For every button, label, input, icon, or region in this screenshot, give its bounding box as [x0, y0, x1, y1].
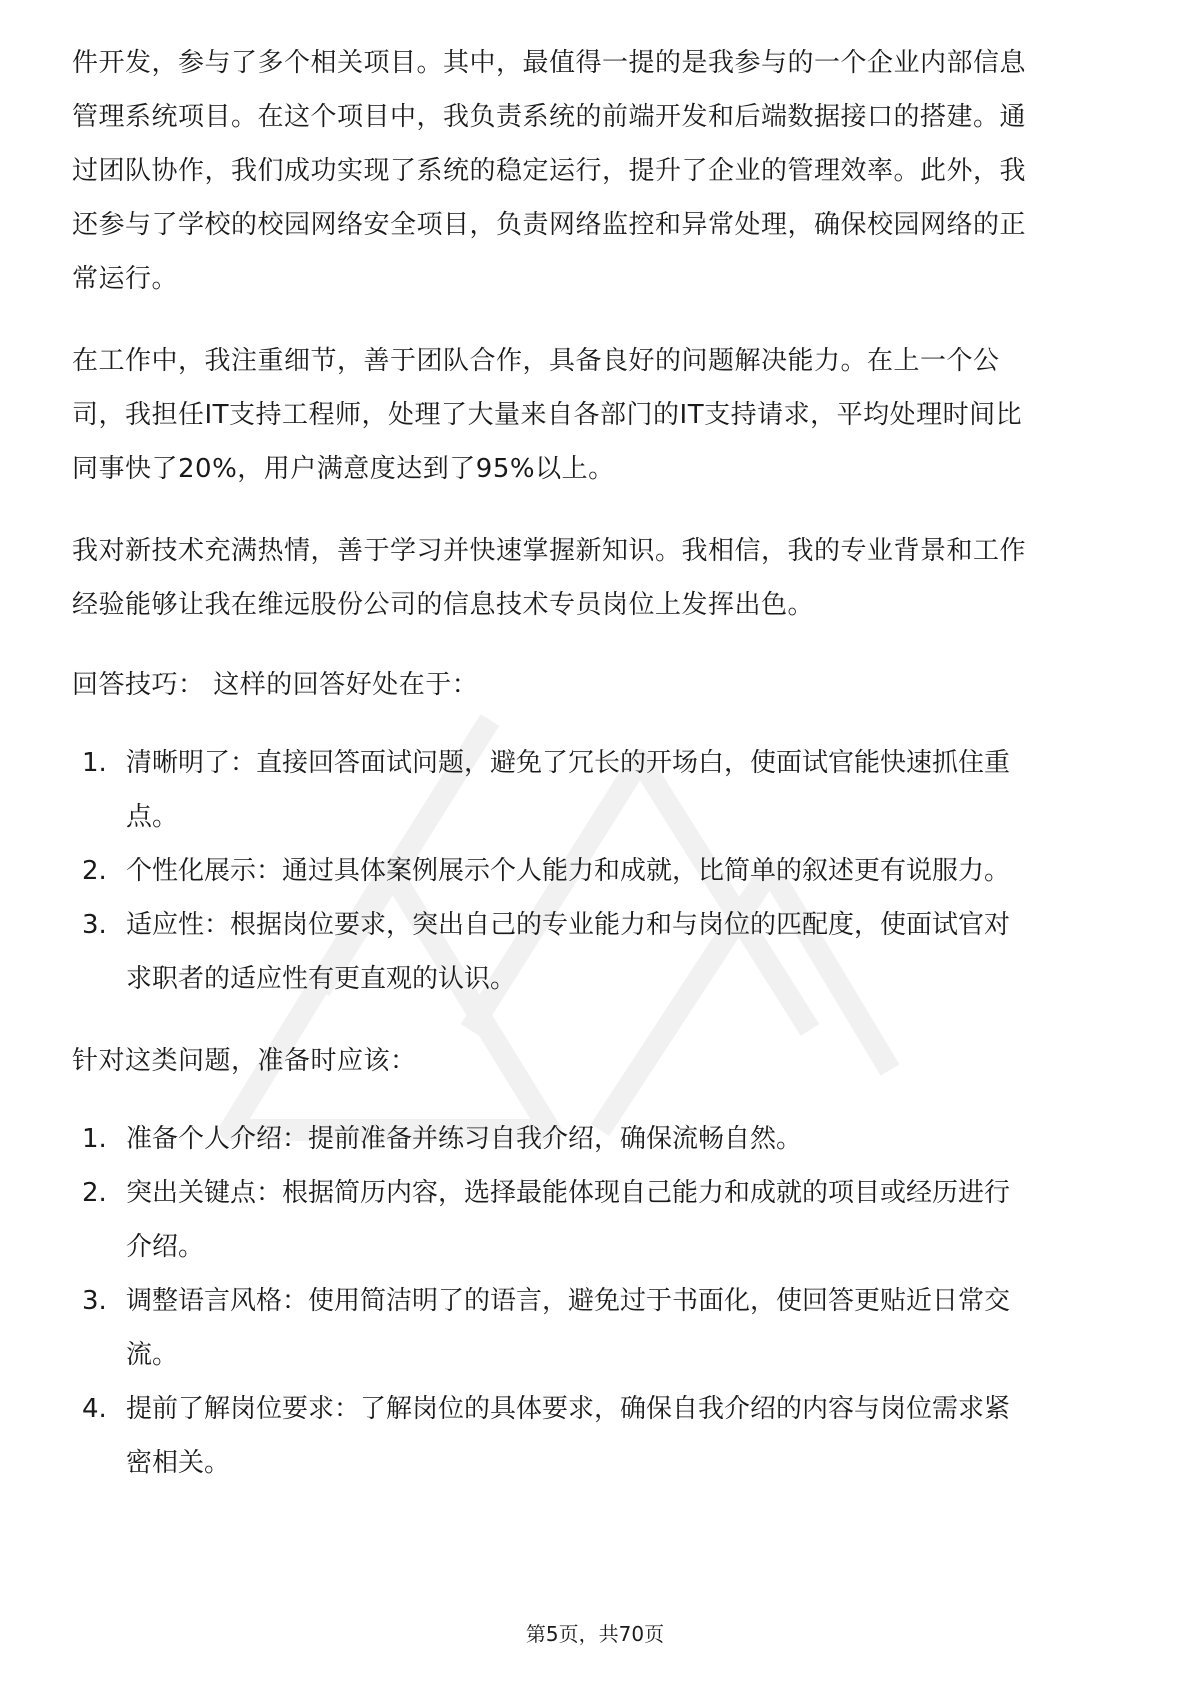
list-item-continuation: 介绍。 [126, 1232, 205, 1262]
list-number: 3. [82, 1286, 107, 1316]
list-item-text: 突出关键点：根据简历内容，选择最能体现自己能力和成就的项目或经历进行 [126, 1178, 1011, 1208]
paragraph-2-line-1: 在工作中，我注重细节，善于团队合作，具备良好的问题解决能力。在上一个公 [72, 346, 1000, 376]
prep-list-item [82, 1174, 1122, 1212]
list-item-text: 提前了解岗位要求：了解岗位的具体要求，确保自我介绍的内容与岗位需求紧 [126, 1394, 1011, 1424]
paragraph-2-line-3: 同事快了20%，用户满意度达到了95%以上。 [72, 454, 615, 484]
list-item-continuation: 流。 [126, 1340, 179, 1370]
prep-heading: 针对这类问题，准备时应该： [72, 1046, 417, 1076]
paragraph-1-line-5: 常运行。 [72, 264, 179, 294]
paragraph-2-line-2: 司，我担任IT支持工程师，处理了大量来自各部门的IT支持请求，平均处理时间比 [72, 400, 1023, 430]
list-number: 3. [82, 910, 107, 940]
paragraph-3-line-1: 我对新技术充满热情，善于学习并快速掌握新知识。我相信，我的专业背景和工作 [72, 536, 1027, 566]
list-item-continuation: 求职者的适应性有更直观的认识。 [126, 964, 517, 994]
list-number: 1. [82, 748, 107, 778]
tips-heading: 回答技巧： 这样的回答好处在于： [72, 670, 479, 700]
paragraph-3-line-2: 经验能够让我在维远股份公司的信息技术专员岗位上发挥出色。 [72, 590, 815, 620]
prep-list-item [82, 1120, 1122, 1158]
list-item-text: 清晰明了：直接回答面试问题，避免了冗长的开场白，使面试官能快速抓住重 [126, 748, 1011, 778]
prep-list-item [82, 1390, 1122, 1428]
paragraph-1-line-3: 过团队协作，我们成功实现了系统的稳定运行，提升了企业的管理效率。此外，我 [72, 156, 1027, 186]
list-item-continuation: 密相关。 [126, 1448, 231, 1478]
list-number: 2. [82, 856, 107, 886]
list-item-continuation: 点。 [126, 802, 179, 832]
paragraph-1-line-2: 管理系统项目。在这个项目中，我负责系统的前端开发和后端数据接口的搭建。通 [72, 102, 1027, 132]
list-item-text: 准备个人介绍：提前准备并练习自我介绍，确保流畅自然。 [126, 1124, 803, 1154]
list-item-text: 调整语言风格：使用简洁明了的语言，避免过于书面化，使回答更贴近日常交 [126, 1286, 1011, 1316]
paragraph-1-line-4: 还参与了学校的校园网络安全项目，负责网络监控和异常处理，确保校园网络的正 [72, 210, 1027, 240]
list-number: 4. [82, 1394, 107, 1424]
tips-list-item [82, 906, 1122, 944]
list-number: 2. [82, 1178, 107, 1208]
page-number: 第5页，共70页 [525, 1622, 665, 1646]
list-item-text: 个性化展示：通过具体案例展示个人能力和成就，比简单的叙述更有说服力。 [126, 856, 1011, 886]
list-number: 1. [82, 1124, 107, 1154]
tips-list-item [82, 852, 1122, 890]
prep-list-item [82, 1282, 1122, 1320]
list-item-text: 适应性：根据岗位要求，突出自己的专业能力和与岗位的匹配度，使面试官对 [126, 910, 1011, 940]
tips-list-item [82, 744, 1122, 782]
paragraph-1-line-1: 件开发，参与了多个相关项目。其中，最值得一提的是我参与的一个企业内部信息 [72, 48, 1027, 78]
